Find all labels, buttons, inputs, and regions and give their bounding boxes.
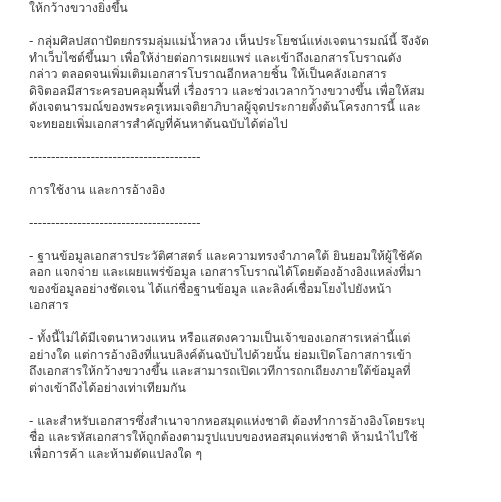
text-line: ทำเว็บไซต์ขึ้นมา เพื่อให้ง่ายต่อการเผยแพร่ และเข้าถึงเอกสารโบราณดัง [29,50,402,65]
text-line: - ทั้งนี้ไม่ได้มีเจตนาหวงแหน หรือแสดงความเป็นเจ้าของเอกสารเหล่านี้แต่ [29,331,411,345]
text-line: อย่างใด แต่การอ้างอิงที่แนบลิงค์ต้นฉบับไปด้วยนั้น ย่อมเปิดโอกาสการเข้า [29,347,412,362]
dashed-divider: --------------------------------------- [29,215,201,230]
text-line: ดังเจตนารมณ์ของพระครูเหมเจติยาภิบาลผู้จุดประกายตั้งต้นโครงการนี้ และ [29,100,421,114]
paragraph-national-library [29,413,491,463]
paragraph-intent [29,330,491,396]
dashed-divider: --------------------------------------- [29,149,201,164]
section-heading [29,182,491,199]
text-line: - กลุ่มศิลปสถาปัตยกรรมลุ่มแม่น้ำหลวง เห็นประโยชน์แห่งเจตนารมณ์นี้ จึงจัด [29,34,429,48]
text-line: จะทยอยเพิ่มเอกสารสำคัญที่ค้นหาต้นฉบับได้ต่อไป [29,116,288,131]
text-line: ให้กว้างขวางยิ่งขึ้น [29,1,128,15]
separator-bottom [29,215,491,232]
text-line: เอกสาร [29,298,69,312]
document-body [29,0,491,462]
text-line: ชื่อ และรหัสเอกสารให้ถูกต้องตามรูปแบบของหอสมุดแห่งชาติ ห้ามนำไปใช้ [29,430,418,444]
text-line: ของข้อมูลอย่างชัดเจน ได้แก่ชื่อฐานข้อมูล และลิงค์เชื่อมโยงไปยังหน้า [29,281,392,296]
text-line: ต่างเข้าถึงได้อย่างเท่าเทียมกัน [29,380,186,395]
heading-text: การใช้งาน และการอ้างอิง [29,182,166,197]
text-line: ดิจิตอลมีสาระครอบคลุมพื้นที่ เรื่องราว และช่วงเวลากว้างขวางขึ้น เพื่อให้สม [29,83,425,98]
text-line: - และสำหรับเอกสารซึ่งสำเนาจากหอสมุดแห่งชาติ ต้องทำการอ้างอิงโดยระบุ [29,413,425,428]
text-line: ถึงเอกสารให้กว้างขวางขึ้น และสามารถเปิดเวทีการถกเถียงภายใต้ข้อมูลที่ [29,364,411,378]
text-line: ลอก แจกจ่าย และเผยแพร่ข้อมูล เอกสารโบราณได้โดยต้องอ้างอิงแหล่งที่มา [29,265,422,279]
text-line: - ฐานข้อมูลเอกสารประวัติศาสตร์ และความทรงจำภาคใต้ ยินยอมให้ผู้ใช้คัด [29,248,423,263]
paragraph-purpose [29,33,491,132]
paragraph-usage [29,248,491,314]
text-line: เพื่อการค้า และห้ามตัดแปลงใด ๆ [29,446,203,461]
text-line: กล่าว ตลอดจนเพิ่มเติมเอกสารโบราณอีกหลายชิ้น ให้เป็นคลังเอกสาร [29,67,387,81]
intro-fragment [29,0,491,17]
separator-top [29,149,491,166]
